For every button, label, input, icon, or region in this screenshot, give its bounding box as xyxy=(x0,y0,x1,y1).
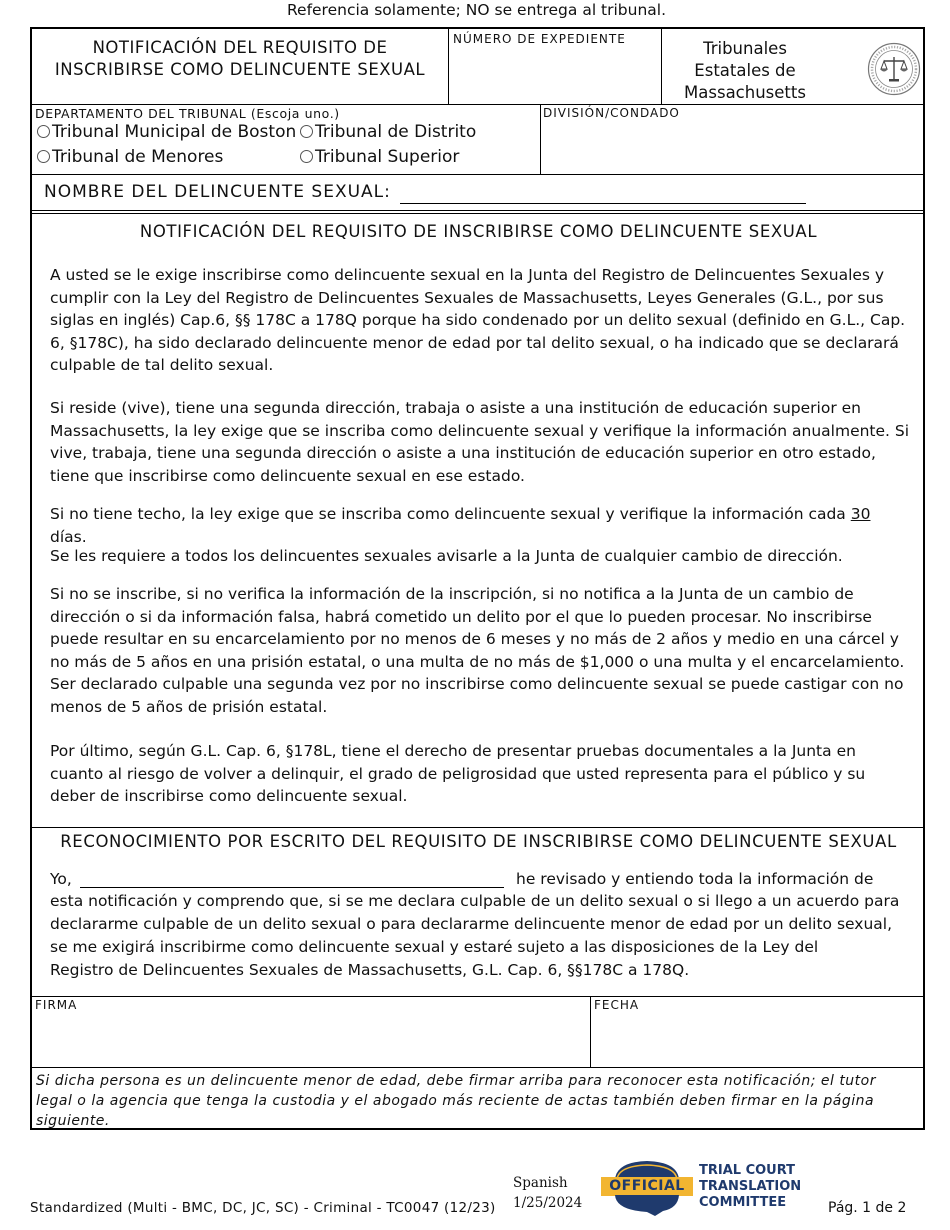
notice-paragraph: Si no se inscribe, si no verifica la información de la inscripción, si no notifica a la Junta de un cambio de dirección o si da información falsa, habrá cometido un delito por el que lo pueden procesar. No inscribirse puede resultar en su encarcelamiento por no menos de 6 meses y no más de 2 años y medio en una cárcel y no más de 5 años en una prisión estatal, o una multa de no más de $1,000 o una multa y el encarcelamiento. Ser declarado culpable una segunda vez por no inscribirse como delincuente sexual se puede castigar con no menos de 5 años de prisión estatal. xyxy=(50,585,905,716)
acknowledgement-name-field[interactable] xyxy=(80,869,504,888)
option-boston-municipal-court[interactable]: Tribunal Municipal de Boston xyxy=(37,122,296,142)
translation-language: Spanish xyxy=(513,1175,568,1191)
acknowledgement-heading: RECONOCIMIENTO POR ESCRITO DEL REQUISITO DE INSCRIBIRSE COMO DELINCUENTE SEXUAL xyxy=(60,832,897,851)
juvenile-offender-note: Si dicha persona es un delincuente menor de edad, debe firmar arriba para reconocer esta notificación; el tutor legal o la agencia que tenga la custodia y el abogado más reciente de actas también deben firmar en la página siguiente. xyxy=(36,1073,876,1129)
court-system-name: Tribunales Estatales de Massachusetts xyxy=(684,39,806,102)
notice-paragraph: Si reside (vive), tiene una segunda dirección, trabaja o asiste a una institución de educación superior en Massachusetts, la ley exige que se inscriba como delincuente sexual y verifique la información anualmente. Si vive, trabaja, tiene una segunda dirección o asiste a una institución de educación superior en otro estado, tiene que inscribirse como delincuente sexual en ese estado. xyxy=(50,399,910,485)
option-superior-court[interactable]: Tribunal Superior xyxy=(300,147,459,167)
date-label: FECHA xyxy=(594,998,640,1012)
docket-number-field[interactable] xyxy=(449,49,661,103)
division-county-field[interactable] xyxy=(541,122,925,173)
notice-paragraph: Se les requiere a todos los delincuentes sexuales avisarle a la Junta de cualquier cambio de dirección. xyxy=(50,547,843,565)
committee-name: TRIAL COURT TRANSLATION COMMITTEE xyxy=(699,1163,802,1210)
signature-label: FIRMA xyxy=(35,998,78,1012)
docket-number-label: NÚMERO DE EXPEDIENTE xyxy=(453,32,626,46)
acknowledgement-text: declararme culpable de un delito sexual o para declararme delincuente menor de edad por un delito sexual, xyxy=(50,915,893,933)
form-identifier: Standardized (Multi - BMC, DC, JC, SC) - Criminal - TC0047 (12/23) xyxy=(30,1200,496,1216)
court-department-label: DEPARTAMENTO DEL TRIBUNAL (Escoja uno.) xyxy=(35,106,340,121)
acknowledgement-text: se me exigirá inscribirme como delincuente sexual y estaré sujeto a las disposiciones de la Ley del xyxy=(50,938,819,956)
date-field[interactable] xyxy=(592,1014,924,1066)
massachusetts-court-seal-icon xyxy=(867,42,921,96)
homeless-days-value: 30 xyxy=(850,505,871,523)
page-number: Pág. 1 de 2 xyxy=(828,1200,907,1216)
offender-name-label: NOMBRE DEL DELINCUENTE SEXUAL: xyxy=(44,182,391,202)
reference-only-note: Referencia solamente; NO se entrega al tribunal. xyxy=(286,1,667,19)
form-title: NOTIFICACIÓN DEL REQUISITO DE INSCRIBIRSE COMO DELINCUENTE SEXUAL xyxy=(54,38,426,79)
division-county-label: DIVISIÓN/CONDADO xyxy=(543,106,680,120)
radio-button-icon[interactable] xyxy=(300,150,313,163)
form-frame xyxy=(30,27,925,1130)
official-badge-label: OFFICIAL xyxy=(609,1178,685,1194)
offender-name-field[interactable] xyxy=(400,185,806,204)
acknowledgement-text: Registro de Delincuentes Sexuales de Massachusetts, G.L. Cap. 6, §§178C a 178Q. xyxy=(50,961,690,979)
notice-paragraph: Por último, según G.L. Cap. 6, §178L, tiene el derecho de presentar pruebas documentales a la Junta en cuanto al riesgo de volver a delinquir, el grado de peligrosidad que usted representa para el público y su deber de inscribirse como delincuente sexual. xyxy=(50,742,866,806)
acknowledgement-text: he revisado y entiendo toda la información de xyxy=(516,870,874,888)
notice-paragraph: A usted se le exige inscribirse como delincuente sexual en la Junta del Registro de Delincuentes Sexuales y cumplir con la Ley del Registro de Delincuentes Sexuales de Massachusetts, Leyes Generales (G.L., por sus siglas en inglés) Cap.6, §§ 178C a 178Q porque ha sido condenado por un delito sexual (definido en G.L., Cap. 6, §178C), ha sido declarado delincuente menor de edad por tal delito sexual, o ha indicado que se declarará culpable de tal delito sexual. xyxy=(50,266,906,375)
option-district-court[interactable]: Tribunal de Distrito xyxy=(300,122,476,142)
radio-button-icon[interactable] xyxy=(37,125,50,138)
radio-button-icon[interactable] xyxy=(300,125,313,138)
acknowledgement-text: esta notificación y comprendo que, si se me declara culpable de un delito sexual o si llego a un acuerdo para xyxy=(50,892,900,910)
option-juvenile-court[interactable]: Tribunal de Menores xyxy=(37,147,223,167)
radio-button-icon[interactable] xyxy=(37,150,50,163)
acknowledgement-yo: Yo, xyxy=(50,870,72,888)
translation-date: 1/25/2024 xyxy=(513,1195,583,1211)
notice-heading: NOTIFICACIÓN DEL REQUISITO DE INSCRIBIRSE COMO DELINCUENTE SEXUAL xyxy=(139,222,818,241)
homeless-paragraph: Si no tiene techo, la ley exige que se inscriba como delincuente sexual y verifique la información cada 30 días. xyxy=(50,505,871,546)
signature-field[interactable] xyxy=(33,1014,589,1066)
